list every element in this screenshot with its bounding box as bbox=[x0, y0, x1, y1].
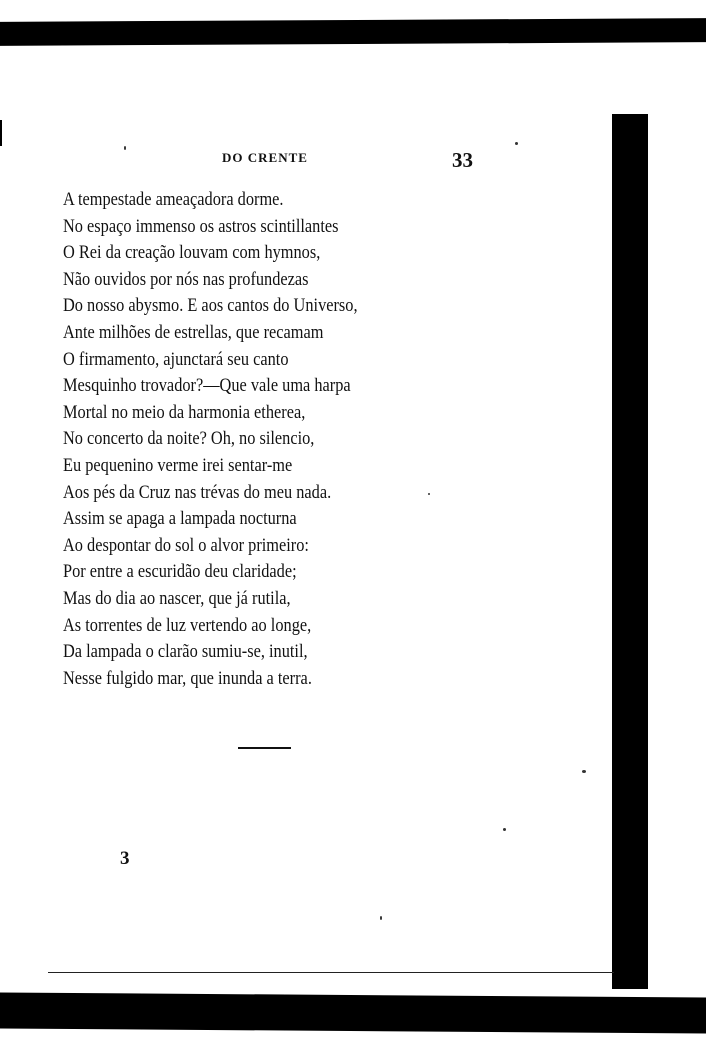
poem-line: Ante milhões de estrellas, que recamam bbox=[63, 321, 324, 343]
poem-line: Mesquinho trovador?—Que vale uma harpa bbox=[63, 375, 351, 397]
poem-line: O Rei da creação louvam com hymnos, bbox=[63, 242, 321, 264]
poem-line: Ao despontar do sol o alvor primeiro: bbox=[63, 534, 309, 556]
running-title: DO CRENTE bbox=[222, 150, 308, 165]
ink-speck bbox=[515, 142, 518, 145]
scan-border-top bbox=[0, 18, 706, 46]
scan-border-right bbox=[612, 114, 648, 989]
poem-line: Aos pés da Cruz nas trévas do meu nada. bbox=[63, 481, 332, 503]
page-edge-line bbox=[48, 972, 614, 973]
poem-line: Mortal no meio da harmonia etherea, bbox=[63, 401, 306, 423]
left-margin-mark bbox=[0, 120, 2, 146]
ink-speck bbox=[380, 916, 382, 920]
poem-line: Eu pequenino verme irei sentar-me bbox=[63, 454, 293, 476]
ink-speck bbox=[428, 493, 430, 495]
poem-line: O firmamento, ajunctará seu canto bbox=[63, 348, 289, 370]
poem-line: Mas do dia ao nascer, que já rutila, bbox=[63, 587, 291, 609]
scan-border-bottom bbox=[0, 993, 706, 1034]
poem-line: As torrentes de luz vertendo ao longe, bbox=[63, 614, 312, 636]
poem-line: Por entre a escuridão deu claridade; bbox=[63, 561, 297, 583]
poem-line: Da lampada o clarão sumiu-se, inutil, bbox=[63, 641, 308, 663]
poem-line: Nesse fulgido mar, que inunda a terra. bbox=[63, 667, 312, 689]
signature-mark: 3 bbox=[120, 848, 130, 869]
poem-line: Assim se apaga a lampada nocturna bbox=[63, 508, 297, 530]
ink-speck bbox=[582, 770, 586, 773]
poem-text bbox=[63, 187, 406, 692]
section-end-rule bbox=[238, 747, 291, 749]
poem-line: No espaço immenso os astros scintillantes bbox=[63, 215, 339, 237]
poem-line: Não ouvidos por nós nas profundezas bbox=[63, 268, 309, 290]
page-number: 33 bbox=[452, 148, 473, 172]
ink-speck bbox=[124, 146, 126, 150]
poem-line: A tempestade ameaçadora dorme. bbox=[63, 189, 284, 210]
ink-speck bbox=[503, 828, 506, 831]
poem-line: No concerto da noite? Oh, no silencio, bbox=[63, 428, 315, 450]
poem-line: Do nosso abysmo. E aos cantos do Universo, bbox=[63, 295, 358, 317]
